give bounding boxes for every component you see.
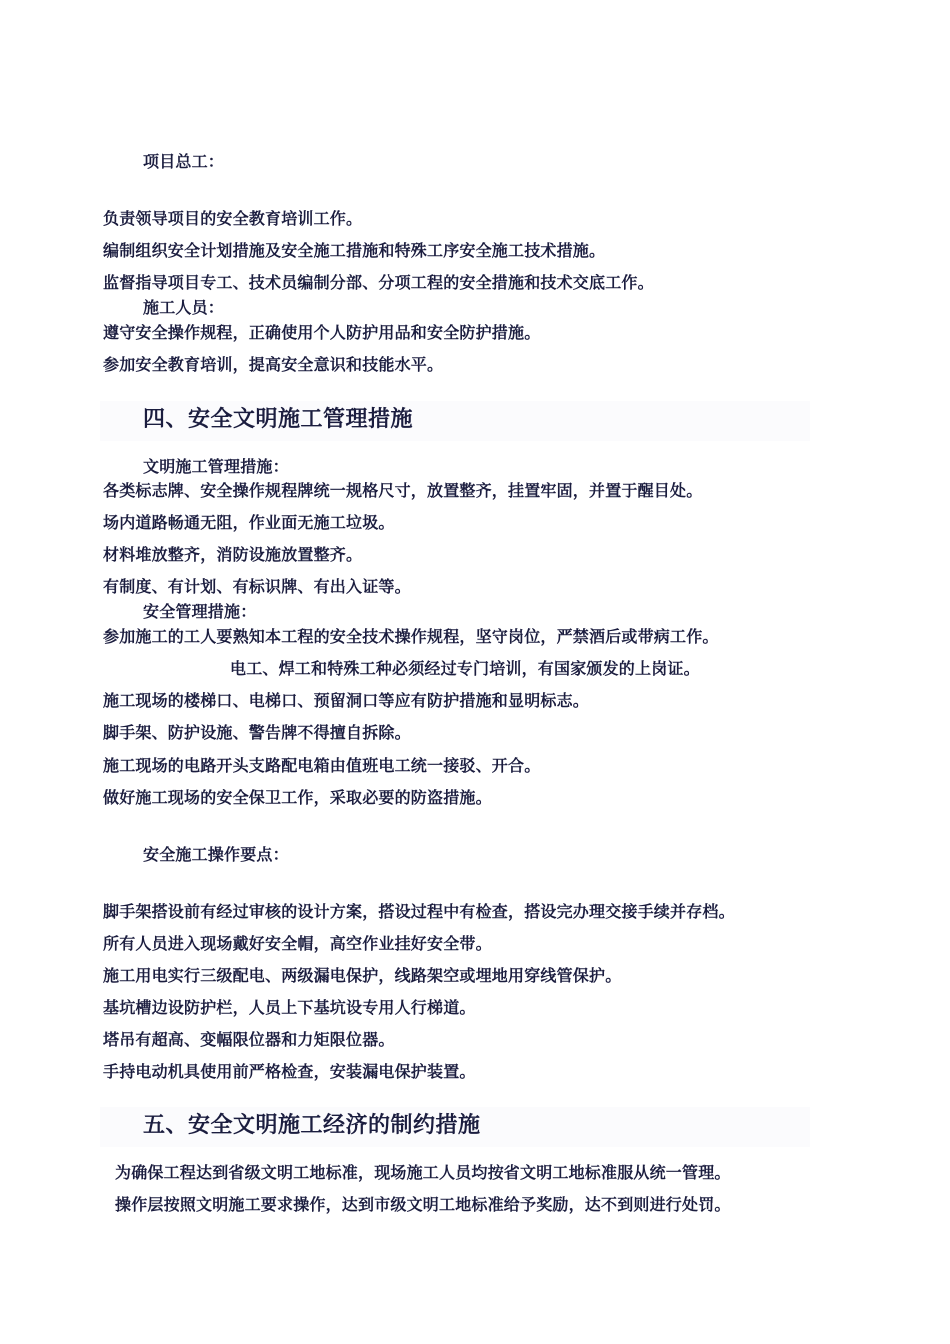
- list-item: 塔吊有超高、变幅限位器和力矩限位器。: [103, 1030, 395, 1049]
- list-item: 施工现场的楼梯口、电梯口、预留洞口等应有防护措施和显明标志。: [103, 691, 590, 710]
- list-item: 参加施工的工人要熟知本工程的安全技术操作规程，坚守岗位，严禁酒后或带病工作。: [103, 627, 719, 646]
- list-item: 做好施工现场的安全保卫工作，采取必要的防盗措施。: [103, 788, 492, 807]
- list-item: 所有人员进入现场戴好安全帽，高空作业挂好安全带。: [103, 934, 492, 953]
- section-4-title: 四、安全文明施工管理措施: [143, 407, 414, 432]
- list-item: 遵守安全操作规程，正确使用个人防护用品和安全防护措施。: [103, 323, 541, 342]
- list-item: 基坑槽边设防护栏，人员上下基坑设专用人行梯道。: [103, 998, 476, 1017]
- section-5-title: 五、安全文明施工经济的制约措施: [143, 1113, 481, 1138]
- list-item: 场内道路畅通无阻，作业面无施工垃圾。: [103, 513, 395, 532]
- list-item: 操作层按照文明施工要求操作，达到市级文明工地标准给予奖励，达不到则进行处罚。: [115, 1195, 731, 1214]
- list-item: 施工现场的电路开头支路配电箱由值班电工统一接驳、开合。: [103, 756, 541, 775]
- list-item: 脚手架搭设前有经过审核的设计方案，搭设过程中有检查，搭设完办理交接手续并存档。: [103, 902, 735, 921]
- safety-measures-label: 安全管理措施：: [143, 602, 257, 621]
- list-item: 监督指导项目专工、技术员编制分部、分项工程的安全措施和技术交底工作。: [103, 273, 654, 292]
- list-item: 参加安全教育培训，提高安全意识和技能水平。: [103, 355, 444, 374]
- list-item: 为确保工程达到省级文明工地标准，现场施工人员均按省文明工地标准服从统一管理。: [115, 1163, 731, 1182]
- list-item: 各类标志牌、安全操作规程牌统一规格尺寸，放置整齐，挂置牢固，并置于醒目处。: [103, 481, 703, 500]
- list-item: 材料堆放整齐，消防设施放置整齐。: [103, 545, 363, 564]
- list-item: 手持电动机具使用前严格检查，安装漏电保护装置。: [103, 1062, 476, 1081]
- list-item: 脚手架、防护设施、警告牌不得擅自拆除。: [103, 723, 411, 742]
- operation-points-label: 安全施工操作要点：: [143, 845, 289, 864]
- list-item: 有制度、有计划、有标识牌、有出入证等。: [103, 577, 411, 596]
- list-item: 编制组织安全计划措施及安全施工措施和特殊工序安全施工技术措施。: [103, 241, 606, 260]
- chief-engineer-label: 项目总工：: [143, 152, 225, 171]
- list-item: 施工用电实行三级配电、两级漏电保护，线路架空或埋地用穿线管保护。: [103, 966, 622, 985]
- workers-label: 施工人员：: [143, 298, 225, 317]
- list-item: 电工、焊工和特殊工种必须经过专门培训，有国家颁发的上岗证。: [230, 659, 700, 678]
- list-item: 负责领导项目的安全教育培训工作。: [103, 209, 363, 228]
- civil-measures-label: 文明施工管理措施：: [143, 457, 289, 476]
